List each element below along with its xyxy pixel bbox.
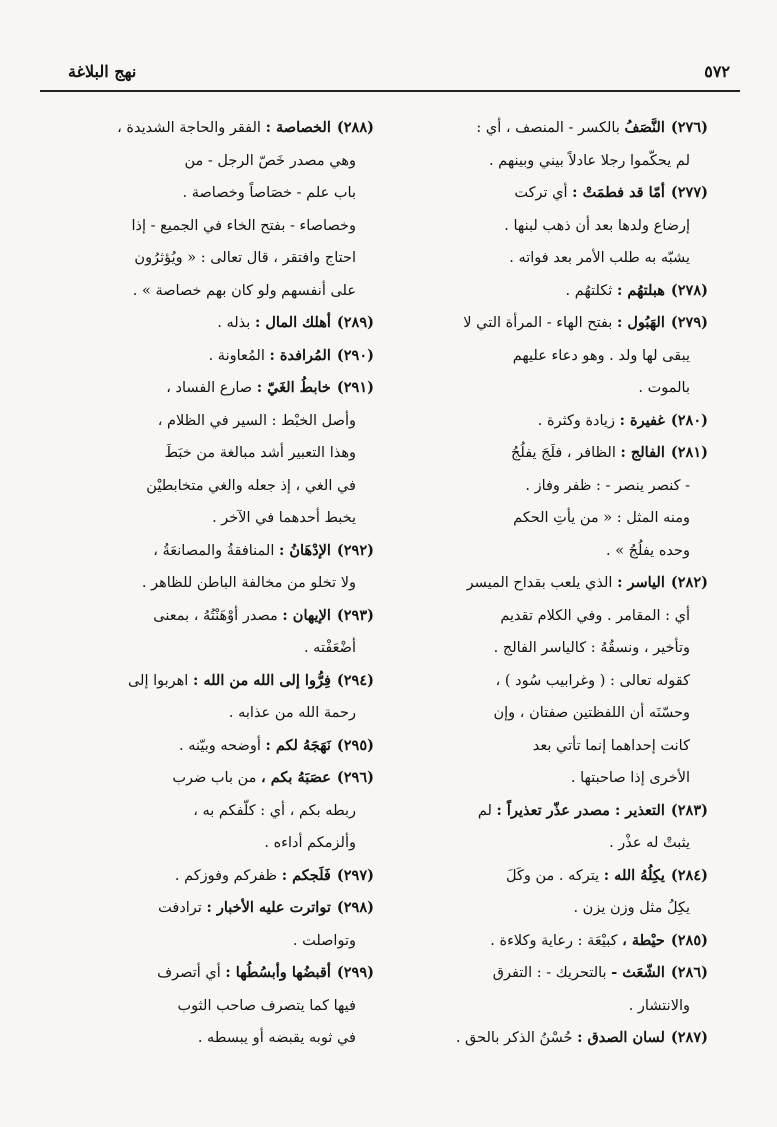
entry-definition: الذي يلعب بقداح الميسر: [466, 575, 613, 591]
entry-headword: الفالج :: [620, 444, 665, 461]
entry-headword: نَهَجَهُ لكم :: [265, 736, 331, 754]
entry-headword: الإدْهَانُ :: [279, 541, 331, 559]
glossary-entry: [396, 405, 708, 438]
entry-headword: أمّا قد فطمَتْ :: [572, 184, 665, 201]
glossary-entry: [62, 535, 374, 600]
glossary-entry: [62, 307, 374, 340]
entry-headword: يكِلُهُ الله :: [603, 866, 665, 884]
entry-definition: لم: [477, 802, 492, 819]
entry-continuation-line: كقوله تعالى : ( وغرابيب سُود ) ،: [495, 672, 690, 689]
entry-continuation-line: فيها كما يتصرف صاحب الثوب: [177, 997, 356, 1014]
glossary-entry: [396, 1022, 708, 1055]
entry-definition: المنافقةُ والمصانعَةُ ،: [153, 542, 275, 559]
entry-definition: بذله .: [217, 315, 251, 331]
entry-definition: أي تركت: [514, 185, 568, 201]
entry-number: (٢٨٣): [670, 801, 708, 819]
entry-definition: الظافر ، فلَجَ يفلُجُ: [511, 445, 616, 461]
entry-continuation-line: في ثوبه يقبضه أو يبسطه .: [197, 1030, 356, 1046]
entry-headword: غفيرة :: [619, 411, 665, 429]
entry-continuation-line: أي : المقامر . وفي الكلام تقديم: [500, 607, 690, 624]
entry-definition: اهربوا إلى: [127, 672, 189, 689]
entry-headword: الخصاصة :: [265, 119, 331, 136]
entry-number: (٢٧٩): [670, 314, 708, 331]
entry-number: (٢٩٣): [336, 606, 374, 624]
entry-number: (٢٩٤): [336, 671, 374, 689]
entry-continuation-line: وألزمكم أداءه .: [264, 835, 356, 851]
entry-number: (٢٧٦): [670, 119, 708, 136]
entry-number: (٢٩٧): [336, 866, 374, 884]
entry-number: (٢٩١): [336, 379, 374, 396]
entry-number: (٢٨٤): [670, 866, 708, 884]
entry-number: (٢٨٢): [670, 574, 708, 591]
entry-continuation-line: أضْعَفْته .: [303, 640, 356, 656]
entry-continuation-line: يكِلُ مثل وزن يزن .: [573, 900, 690, 916]
entry-number: (٢٩٥): [336, 736, 374, 754]
glossary-entry: [62, 340, 374, 373]
entry-definition: يتركه . من وكَلَ: [505, 867, 600, 884]
entry-definition: أي أتصرف: [157, 965, 221, 981]
entry-headword: الإيهان :: [282, 606, 331, 624]
glossary-entry: [62, 730, 374, 763]
glossary-entry: [62, 665, 374, 730]
entry-definition: أوضحه وبيّنه .: [179, 737, 261, 754]
entry-continuation-line: يثبتْ له عذْر .: [609, 835, 690, 851]
entry-definition: ترادفت: [158, 900, 202, 916]
entry-definition: بالتحريك - : التفرق: [492, 965, 607, 981]
entry-headword: خابطُ الغَيّ :: [256, 379, 331, 396]
entry-headword: تواترت عليه الأخبار :: [206, 899, 331, 916]
entry-number: (٢٧٨): [670, 281, 708, 299]
entry-definition: ظفركم وفوزكم .: [174, 867, 278, 884]
entry-definition: الفقر والحاجة الشديدة ،: [117, 120, 261, 136]
entry-headword: الياسر :: [617, 574, 665, 591]
glossary-entry: [62, 762, 374, 860]
entry-headword: لسان الصدق :: [577, 1029, 665, 1046]
entry-continuation-line: وتواصلت .: [292, 932, 356, 949]
entry-number: (٢٨٨): [336, 119, 374, 136]
glossary-entry: [396, 795, 708, 860]
entry-continuation-line: وحسّنَه أن اللفظتين صفتان ، وإن: [493, 705, 690, 721]
glossary-entry: [396, 925, 708, 958]
entry-headword: عصَبَهُ بكم ،: [261, 769, 331, 786]
glossary-entry: [62, 957, 374, 1055]
entry-definition: زيادة وكثرة .: [537, 412, 615, 429]
left-column: [62, 112, 374, 1055]
entry-definition: مصدر أوْهَنْتُهُ ، بمعنى: [153, 607, 278, 624]
entry-continuation-line: ولا تخلو من مخالفة الباطن للظاهر .: [141, 575, 356, 591]
entry-definition: من باب ضرب: [172, 770, 257, 786]
entry-number: (٢٨٩): [336, 314, 374, 331]
glossary-entry: [396, 177, 708, 275]
entry-continuation-line: باب علم - خصَاصاً وخصاصة .: [182, 185, 356, 201]
entry-continuation-line: وتأخير ، ونسقُهُ : كالياسر الفالج .: [493, 640, 690, 656]
entry-continuation-line: وأصل الخبْط : السير في الظلام ،: [157, 412, 356, 429]
entry-headword: أهلك المال :: [254, 314, 331, 331]
entry-number: (٢٨٠): [670, 411, 708, 429]
entry-number: (٢٨٥): [670, 931, 708, 949]
glossary-entry: [396, 567, 708, 795]
entry-number: (٢٨٦): [670, 964, 708, 981]
glossary-entry: [62, 372, 374, 535]
entry-continuation-line: إرضاع ولدها بعد أن ذهب لبنها .: [504, 217, 690, 234]
entry-number: (٢٩٨): [336, 899, 374, 916]
entry-number: (٢٨٧): [670, 1029, 708, 1046]
entry-number: (٢٨١): [670, 444, 708, 461]
entry-definition: صارع الفساد ،: [166, 380, 253, 396]
entry-definition: المُعاونة .: [208, 347, 265, 364]
entry-number: (٢٩٦): [336, 769, 374, 786]
glossary-entry: [62, 600, 374, 665]
entry-number: (٢٩٩): [336, 964, 374, 981]
entry-headword: التعذير : مصدر عذّر تعذيراً :: [496, 801, 665, 819]
entry-continuation-line: لم يحكّموا رجلا عادلاً بيني وبينهم .: [488, 152, 690, 169]
glossary-entry: [62, 860, 374, 893]
entry-continuation-line: على أنفسهم ولو كان بهم خصاصة » .: [132, 282, 356, 299]
entry-continuation-line: والانتشار .: [628, 997, 690, 1014]
entry-headword: فِرُّوا إلى الله من الله :: [192, 671, 331, 689]
entry-definition: بفتح الهاء - المرأة التي لا: [463, 315, 613, 331]
entry-continuation-line: وهذا التعبير أشد مبالغة من خبَطَ: [164, 445, 356, 461]
entry-continuation-line: احتاج وافتقر ، قال تعالى : « ويُؤثرُون: [134, 250, 356, 266]
entry-definition: حُسْنُ الذكر بالحق .: [455, 1030, 573, 1046]
entry-continuation-line: بالموت .: [638, 380, 690, 396]
entry-continuation-line: وهي مصدر خَصّ الرجل - من: [184, 152, 356, 169]
glossary-entry: [396, 860, 708, 925]
entry-headword: المُرافدة :: [269, 346, 331, 364]
right-column: [396, 112, 708, 1055]
entry-continuation-line: كانت إحداهما إنما تأتي بعد: [532, 737, 690, 754]
entry-number: (٢٩٠): [336, 346, 374, 364]
entry-definition: بالكسر - المنصف ، أي :: [476, 120, 620, 136]
entry-continuation-line: وحده يفلُجُ » .: [605, 542, 690, 559]
glossary-entry: [396, 437, 708, 567]
entry-continuation-line: ربطه بكم ، أي : كلّفكم به ،: [193, 802, 356, 819]
glossary-entry: [62, 112, 374, 307]
entry-number: (٢٧٧): [670, 184, 708, 201]
entry-continuation-line: يبقى لها ولد . وهو دعاء عليهم: [512, 347, 690, 364]
glossary-entry: [396, 112, 708, 177]
page-number: ٥٧٢: [704, 62, 730, 81]
entry-continuation-line: يشبّه به طلب الأمر بعد فواته .: [509, 250, 690, 266]
entry-headword: هبلتهُم :: [616, 281, 665, 299]
entry-headword: النَّصَفُ: [624, 119, 665, 136]
running-title: نهج البلاغة: [68, 62, 137, 81]
glossary-entry: [396, 307, 708, 405]
entry-continuation-line: وخصاصاء - بفتح الخاء في الجميع - إذا: [131, 217, 356, 234]
entry-headword: أقبضُها وأبسُطُها :: [225, 964, 331, 981]
entry-continuation-line: في الغي ، إذ جعله والغي متخابطيْن: [146, 477, 356, 494]
entry-continuation-line: ومنه المثل : « من يأتِ الحكم: [513, 510, 690, 526]
entry-definition: كبيْعَة : رعاية وكلاءة .: [490, 932, 618, 949]
entry-definition: ثكلتهُم .: [565, 282, 613, 299]
entry-number: (٢٩٢): [336, 541, 374, 559]
glossary-entry: [62, 892, 374, 957]
entry-headword: فَلَجكم :: [281, 866, 331, 884]
entry-headword: الشّعَث -: [611, 964, 665, 981]
entry-continuation-line: يخبط أحدهما في الآخر .: [212, 510, 356, 526]
glossary-entry: [396, 275, 708, 308]
entry-continuation-line: رحمة الله من عذابه .: [228, 705, 356, 721]
entry-continuation-line: الأخرى إذا صاحبتها .: [570, 770, 690, 786]
entry-headword: الهَبُول :: [616, 314, 665, 331]
glossary-entry: [396, 957, 708, 1022]
entry-continuation-line: - كنصر ينصر - : ظفر وفاز .: [525, 477, 690, 494]
entry-headword: حيْطة ،: [622, 931, 665, 949]
page-header: [40, 58, 740, 92]
